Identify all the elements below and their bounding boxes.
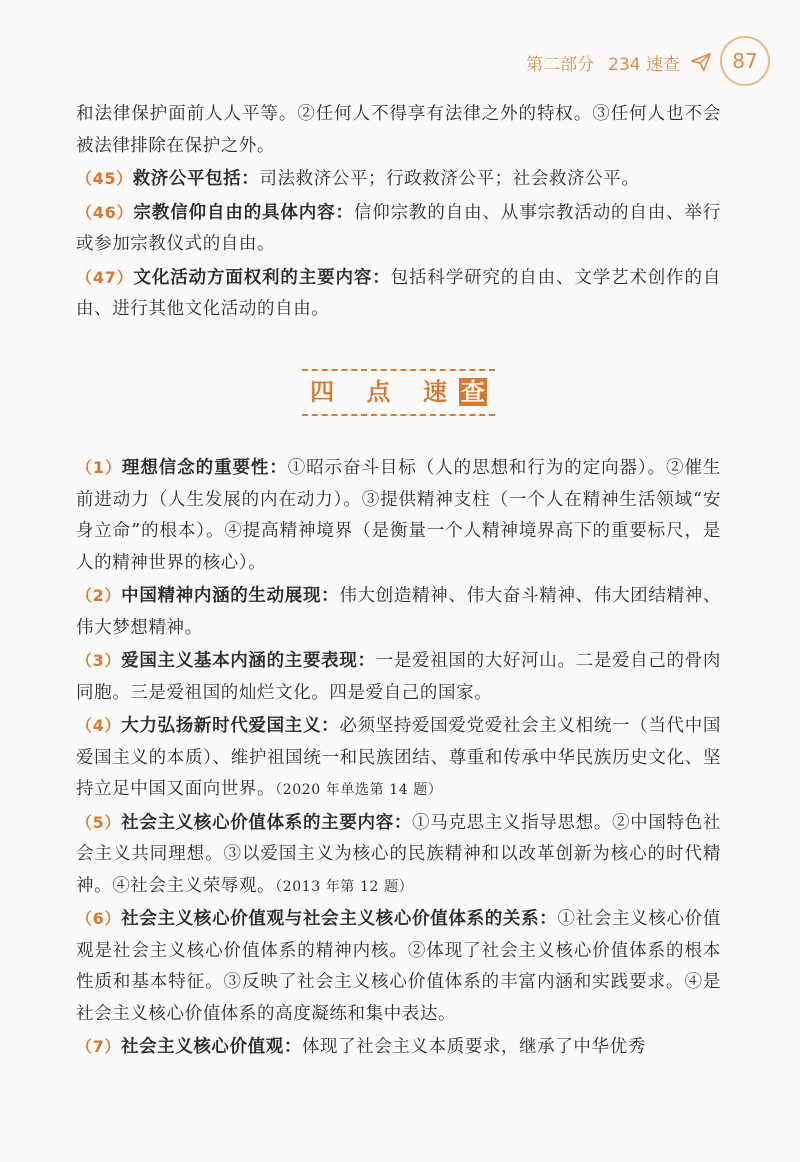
section-title — [76, 369, 721, 417]
item-number: （4） — [76, 716, 122, 735]
list-item — [76, 903, 721, 1031]
item-title: 文化活动方面权利的主要内容： — [133, 267, 391, 288]
list-item — [76, 452, 721, 580]
item-list — [76, 452, 721, 1065]
paper-plane-icon — [690, 51, 712, 73]
item-text: 和法律保护面前人人平等。②任何人不得享有法律之外的特权。③任何人也不会被法律排除在保护之外。 — [76, 104, 721, 156]
series-label: 234 速查 — [608, 54, 680, 75]
item-text: 司法救济公平；行政救济公平；社会救济公平。 — [259, 169, 640, 189]
item-title: 爱国主义基本内涵的主要表现： — [121, 651, 376, 671]
page-content — [76, 98, 721, 1065]
section-title-box — [302, 369, 495, 417]
list-item — [76, 645, 721, 710]
item-number: （46） — [76, 202, 134, 222]
item-title: 社会主义核心价值观与社会主义核心价值体系的关系： — [121, 909, 558, 929]
paragraph — [76, 262, 721, 327]
item-title: 理想信念的重要性： — [121, 458, 288, 478]
item-title: 大力弘扬新时代爱国主义： — [121, 716, 340, 736]
item-number: （47） — [76, 267, 134, 287]
item-number: （5） — [76, 812, 122, 832]
section-label: 第二部分 — [526, 54, 595, 75]
item-title: 社会主义核心价值观： — [120, 1037, 302, 1057]
item-text: 伟大创造精神、伟大奋斗精神、伟大团结精神、伟大梦想精神。 — [76, 586, 721, 638]
paragraph — [76, 98, 721, 163]
item-text: 体现了社会主义本质要求，继承了中华优秀 — [301, 1037, 646, 1057]
item-text: ①社会主义核心价值观是社会主义核心价值体系的精神内核。②体现了社会主义核心价值体系的根本性质和基本特征。③反映了社会主义核心价值体系的丰富内涵和实践要求。④是社会主义核心价值体系的高度凝练和集中表达。 — [76, 909, 721, 1024]
item-text: ①昭示奋斗目标（人的思想和行为的定向器）。②催生前进动力（人生发展的内在动力）。③提供精神支柱（一个人在精神生活领域“安身立命”的根本）。④提高精神境界（是衡量一个人精神境界高下的重要标尺，是人的精神世界的核心）。 — [76, 458, 721, 573]
list-item — [76, 580, 721, 645]
item-number: （1） — [76, 458, 122, 477]
page-number: 87 — [720, 36, 770, 86]
item-title: 中国精神内涵的生动展现： — [121, 586, 340, 606]
item-number: （3） — [76, 651, 122, 670]
item-text: 必须坚持爱国爱党爱社会主义相统一（当代中国爱国主义的本质）、维护祖国统一和民族团结、尊重和传承中华民族历史文化、坚持立足中国又面向世界。 — [76, 716, 721, 799]
item-source: （2013 年第 12 题） — [275, 878, 414, 895]
paragraph — [76, 163, 721, 197]
item-text: ①马克思主义指导思想。②中国特色社会主义共同理想。③以爱国主义为核心的民族精神和以改革创新为核心的时代精神。④社会主义荣辱观。 — [76, 812, 721, 896]
item-title: 救济公平包括： — [132, 169, 260, 189]
item-number: （45） — [76, 169, 133, 188]
item-text: 一是爱祖国的大好河山。二是爱自己的骨肉同胞。三是爱祖国的灿烂文化。四是爱自己的国家。 — [76, 651, 721, 703]
item-title: 宗教信仰自由的具体内容： — [133, 202, 354, 223]
item-source: （2020 年单选第 14 题） — [275, 782, 443, 798]
paragraph — [76, 197, 721, 262]
list-item — [76, 1031, 721, 1065]
section-title-last-char: 查 — [460, 377, 485, 406]
page-header — [526, 38, 770, 86]
list-item — [76, 807, 721, 904]
item-text: 信仰宗教的自由、从事宗教活动的自由、举行或参加宗教仪式的自由。 — [76, 202, 722, 254]
item-number: （7） — [76, 1037, 121, 1056]
section-title-main: 四 点 速 — [310, 377, 459, 406]
item-number: （6） — [76, 909, 122, 928]
item-title: 社会主义核心价值体系的主要内容： — [121, 812, 413, 833]
list-item — [76, 710, 721, 807]
top-paragraph-list — [76, 98, 721, 327]
item-text: 包括科学研究的自由、文学艺术创作的自由、进行其他文化活动的自由。 — [76, 267, 721, 319]
item-number: （2） — [76, 586, 122, 605]
